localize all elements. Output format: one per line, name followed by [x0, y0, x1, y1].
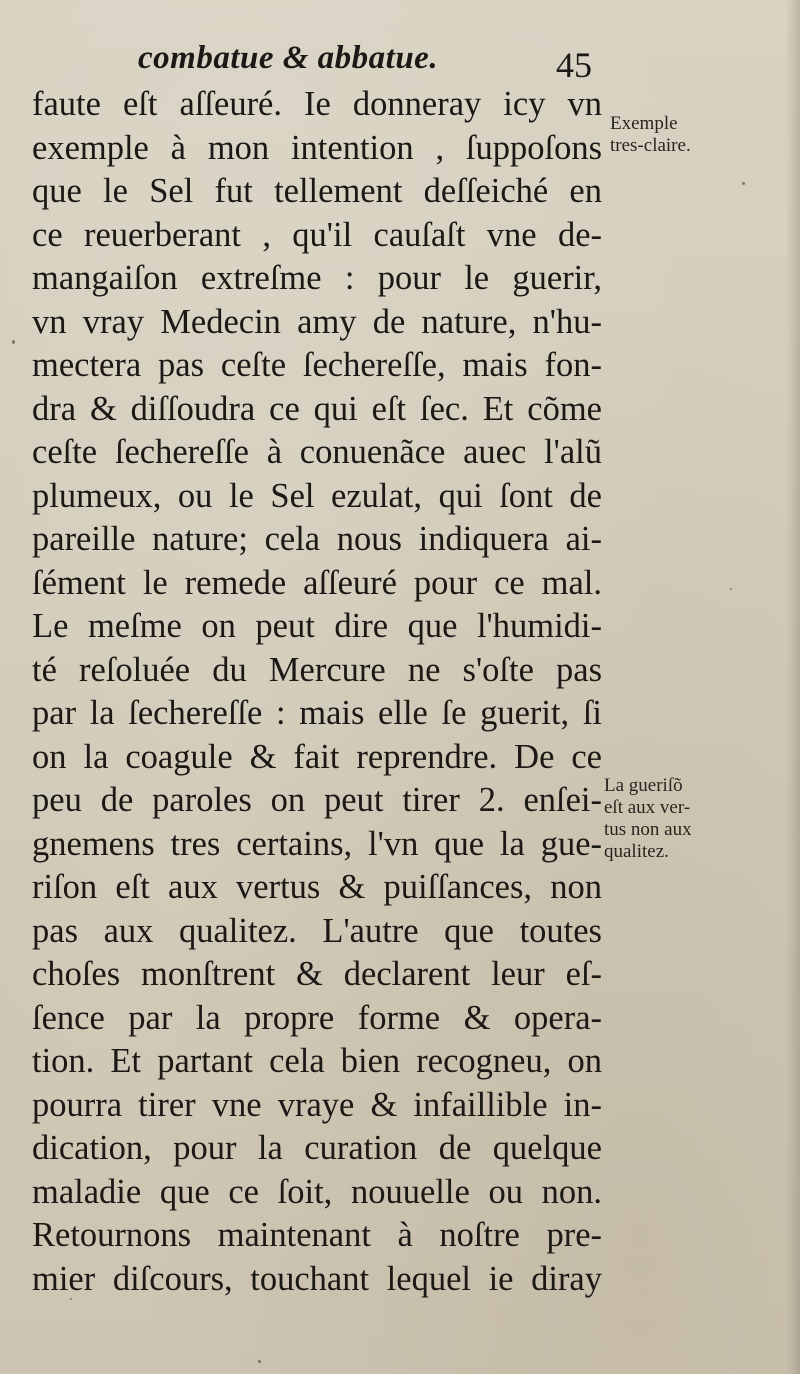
text-line: maladie que ce ſoit, nouuelle ou non. — [32, 1172, 602, 1211]
text-line: mier diſcours, touchant lequel ie diray — [32, 1259, 602, 1298]
running-head-title: combatue & abbatue. — [138, 40, 439, 76]
text-line: choſes monſtrent & declarent leur eſ- — [32, 955, 602, 993]
ink-speck — [70, 1298, 72, 1300]
ink-speck — [12, 340, 15, 344]
text-line: pourra tirer vne vraye & infaillible in- — [32, 1085, 602, 1124]
margin-note-line: La gueriſõ — [604, 775, 683, 796]
text-line: mectera pas ceſte ſechereſſe, mais fon- — [32, 346, 602, 384]
text-line: tion. Et partant cela bien recogneu, on — [32, 1042, 602, 1080]
margin-note-line: tres-claire. — [610, 135, 691, 156]
text-line: par la ſechereſſe : mais elle ſe guerit, ſi — [32, 694, 602, 732]
text-line: riſon eſt aux vertus & puiſſances, non — [32, 868, 602, 906]
text-line: ſence par la propre forme & opera- — [32, 998, 602, 1037]
text-line: gnemens tres certains, l'vn que la gue- — [32, 824, 602, 863]
margin-note-line: Exemple — [610, 113, 678, 134]
margin-note-line: tus non aux — [604, 819, 692, 840]
text-line: plumeux, ou le Sel ezulat, qui ſont de — [32, 476, 602, 515]
text-line: ſément le remede aſſeuré pour ce mal. — [32, 563, 602, 602]
text-line: Le meſme on peut dire que l'humidi- — [32, 607, 602, 645]
body-text — [32, 83, 602, 1301]
margin-note-line: eſt aux ver- — [604, 797, 691, 818]
text-line: ceſte ſechereſſe à conuenãce auec l'alũ — [32, 433, 602, 471]
text-line: pareille nature; cela nous indiquera ai- — [32, 520, 602, 558]
text-line: que le Sel fut tellement deſſeiché en — [32, 172, 602, 210]
ink-speck — [258, 1360, 261, 1363]
ink-speck — [742, 182, 745, 185]
text-line: ce reuerberant , qu'il cauſaſt vne de- — [32, 215, 602, 254]
text-line: dication, pour la curation de quelque — [32, 1129, 602, 1167]
text-line: peu de paroles on peut tirer 2. enſei- — [32, 781, 602, 819]
page-number: 45 — [556, 45, 592, 85]
text-line: Retournons maintenant à noſtre pre- — [32, 1216, 602, 1254]
text-line: on la coagule & fait reprendre. De ce — [32, 737, 602, 776]
margin-note-example — [610, 113, 760, 157]
margin-note-line: qualitez. — [604, 841, 669, 862]
text-line: vn vray Medecin amy de nature, n'hu- — [32, 302, 602, 341]
text-line: faute eſt aſſeuré. Ie donneray icy vn — [32, 85, 602, 123]
text-line: té reſoluée du Mercure ne s'oſte pas — [32, 650, 602, 689]
ink-speck — [730, 588, 732, 590]
text-line: mangaiſon extreſme : pour le guerir, — [32, 259, 602, 297]
text-line: pas aux qualitez. L'autre que toutes — [32, 911, 602, 950]
margin-note-healing — [604, 775, 754, 863]
text-line: dra & diſſoudra ce qui eſt ſec. Et cõme — [32, 389, 602, 428]
text-line: exemple à mon intention , ſuppoſons — [32, 128, 602, 167]
